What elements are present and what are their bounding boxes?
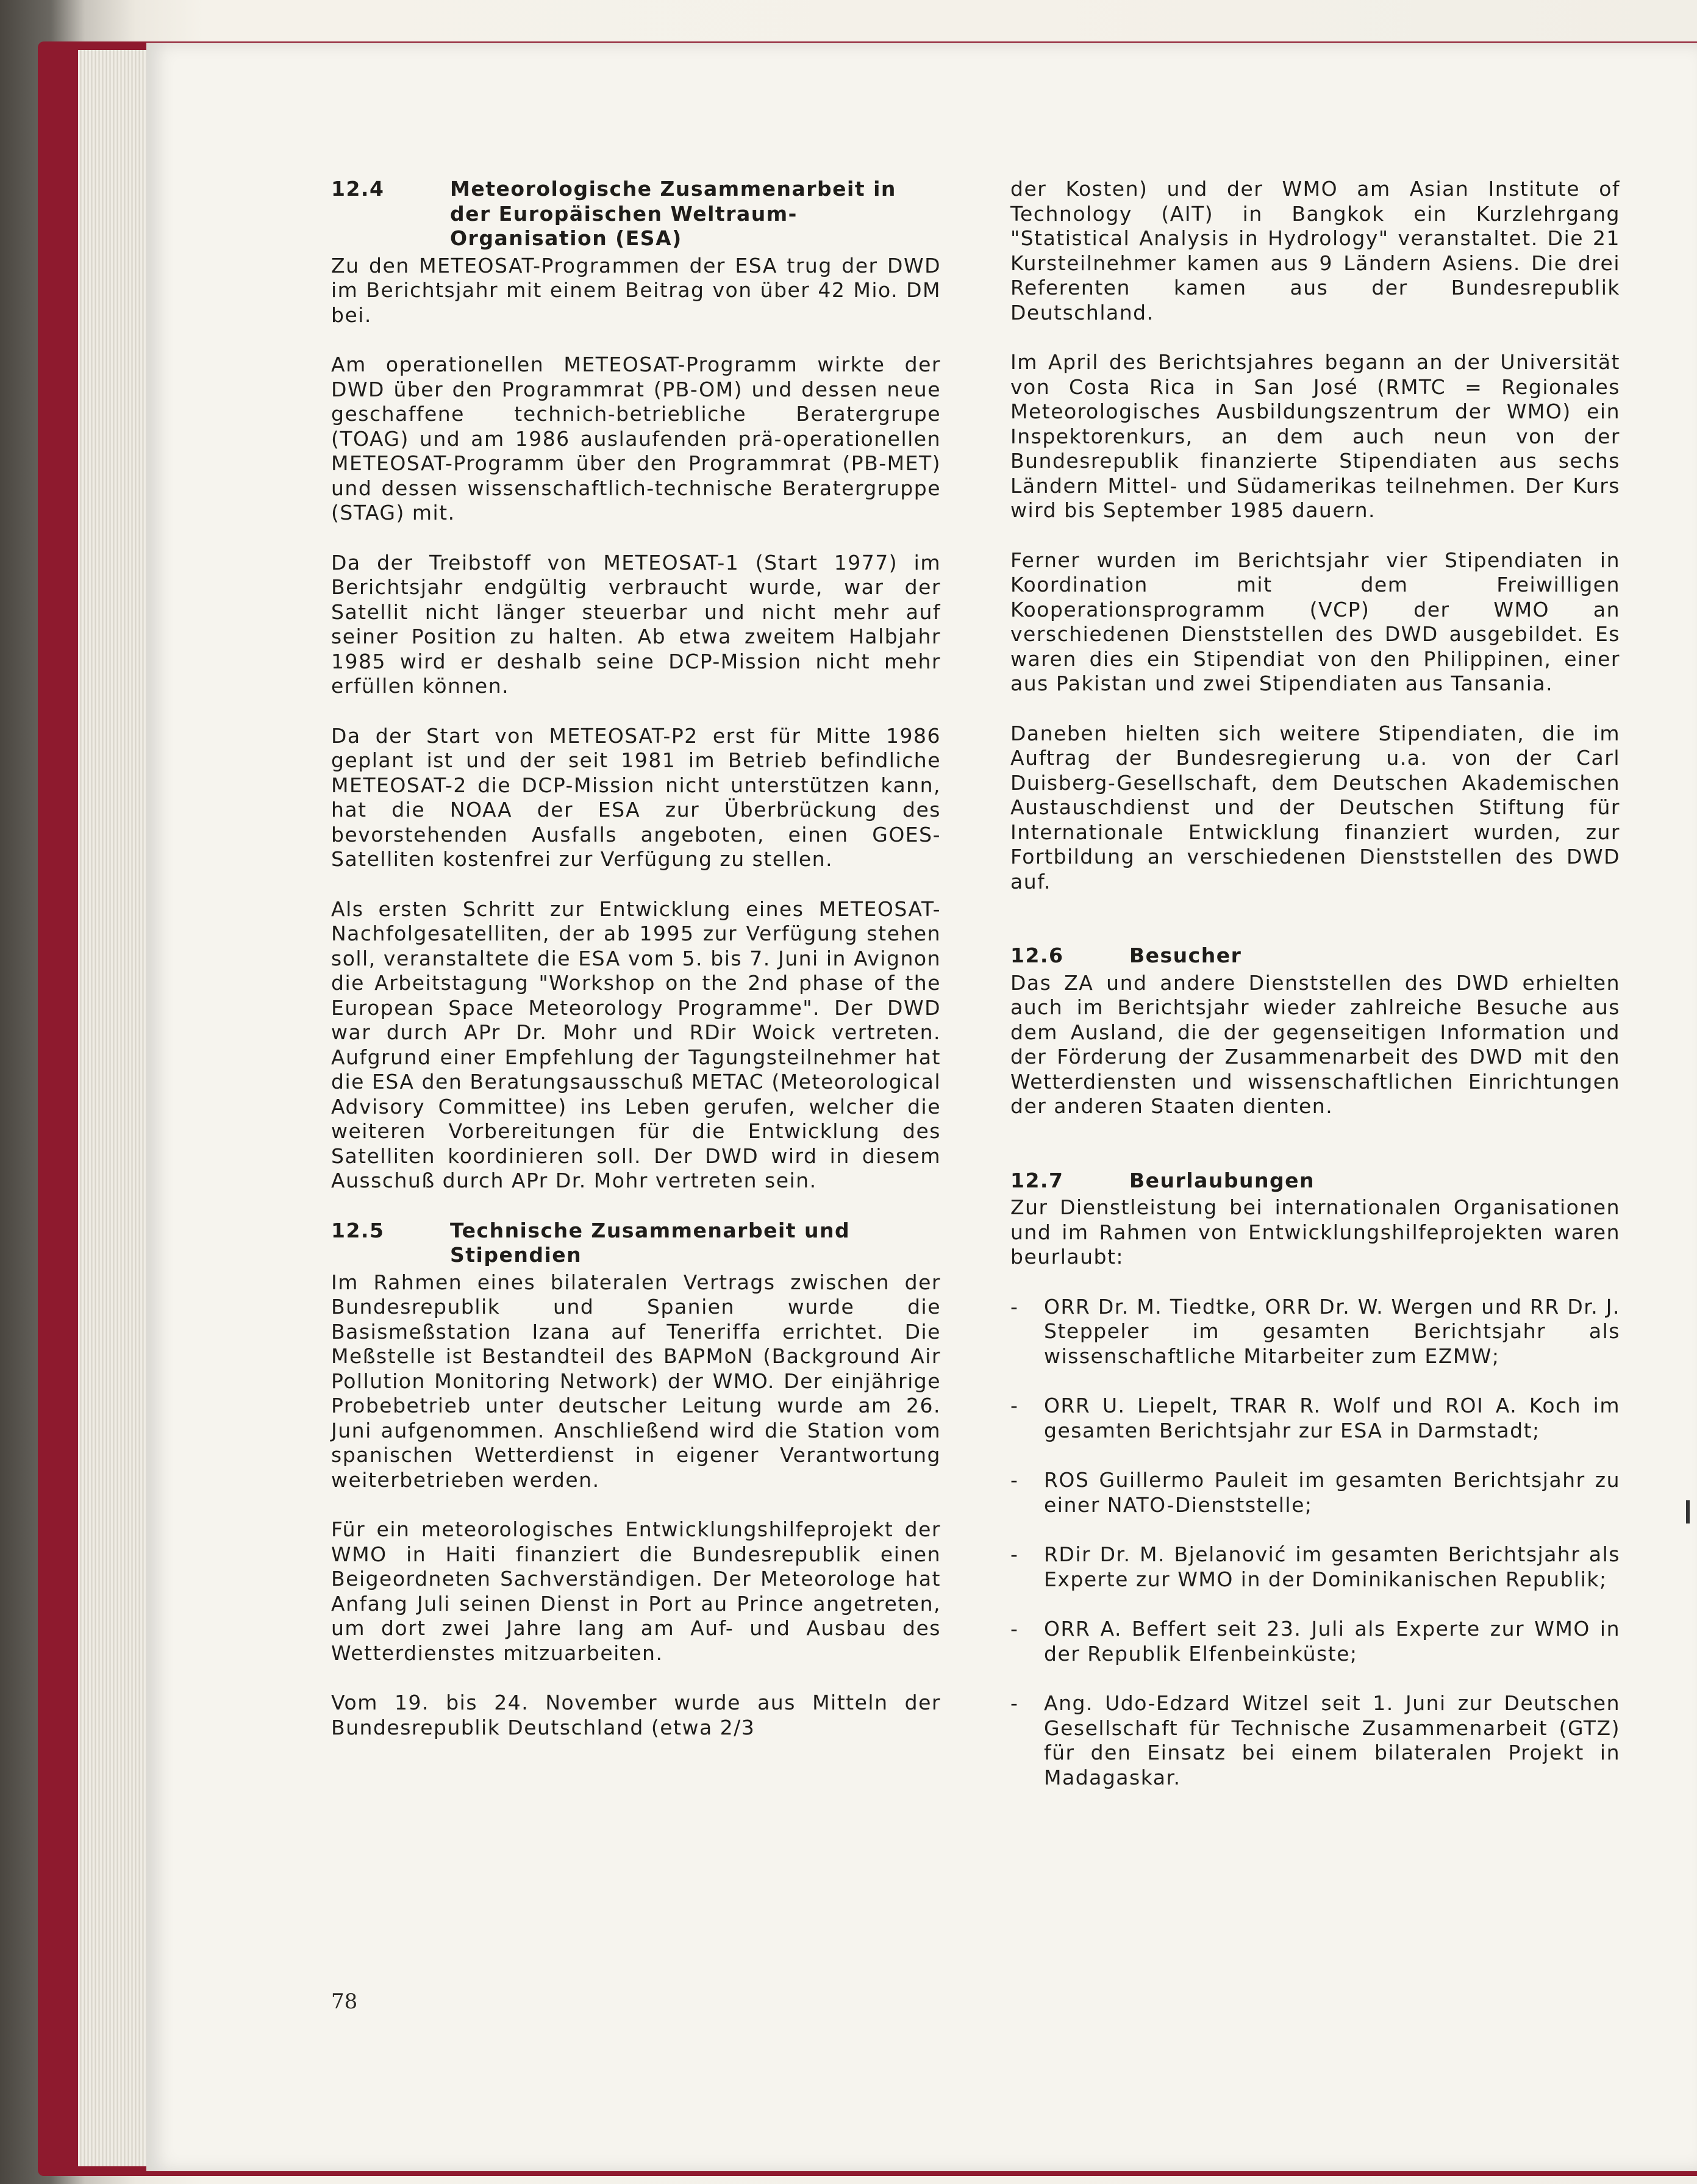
- section-title: Beurlaubungen: [1129, 1168, 1315, 1192]
- paragraph: Als ersten Schritt zur Entwicklung eines METEOSAT-Nachfolgesatelliten, der ab 1995 zur Verfügung stehen soll, veranstaltete die ESA vom 5. bis 7. Juni in Avignon die Arbeitstagung "Workshop on the 2nd phase of the European Space Meteorology Programme". Der DWD war durch APr Dr. Mohr und RDir Woick vertreten. Aufgrund einer Empfehlung der Tagungsteilnehmer hat die ESA den Beratungsausschuß METAC (Meteorological Advisory Committee) ins Leben gerufen, welcher die weiteren Vorbereitungen für die Entwicklung des Satelliten koordinieren soll. Der DWD wird in diesem Ausschuß durch APr Dr. Mohr vertreten sein.: [331, 897, 941, 1192]
- section-heading-12-4: [331, 177, 941, 251]
- list-dash: -: [1010, 1294, 1019, 1319]
- list-dash: -: [1010, 1394, 1019, 1417]
- list-dash: -: [1010, 1617, 1019, 1641]
- section-title: Meteorologische Zusammenarbeit in der Europäischen Weltraum-Organisation (ESA): [450, 177, 896, 250]
- section-number: 12.5: [331, 1218, 385, 1242]
- edge-mark: [1686, 1500, 1690, 1523]
- section-title: Technische Zusammenarbeit und Stipendien: [450, 1218, 851, 1267]
- paragraph: der Kosten) und der WMO am Asian Institute of Technology (AIT) in Bangkok ein Kurzlehrgang "Statistical Analysis in Hydrology" veranstaltet. Die 21 Kursteilnehmer kamen aus 9 Ländern Asiens. Die drei Referenten kamen aus der Bundesrepublik Deutschland.: [1010, 177, 1620, 324]
- list-item: [1010, 1295, 1620, 1369]
- paragraph: Zur Dienstleistung bei internationalen Organisationen und im Rahmen von Entwicklungshilfeprojekten waren beurlaubt:: [1010, 1195, 1620, 1269]
- section-title: Besucher: [1129, 943, 1242, 967]
- paragraph: Daneben hielten sich weitere Stipendiaten, die im Auftrag der Bundesregierung u.a. von der Carl Duisberg-Gesellschaft, dem Deutschen Akademischen Austauschdienst und der Deutschen Stiftung für Internationale Entwicklung finanziert wurden, zur Fortbildung an verschiedenen Dienststellen des DWD auf.: [1010, 721, 1620, 893]
- paragraph: Das ZA und andere Dienststellen des DWD erhielten auch im Berichtsjahr wieder zahlreiche Besuche aus dem Ausland, die der gegenseitigen Information und der Förderung der Zusammenarbeit des DWD mit den Wetterdiensten und wissenschaftlichen Einrichtungen der anderen Staaten dienten.: [1010, 970, 1620, 1118]
- list-dash: -: [1010, 1468, 1019, 1492]
- paragraph: Ferner wurden im Berichtsjahr vier Stipendiaten in Koordination mit dem Freiwilligen Kooperationsprogramm (VCP) der WMO an verschiedenen Dienststellen des DWD ausgebildet. Es waren dies ein Stipendiat von den Philippinen, einer aus Pakistan und zwei Stipendiaten aus Tansania.: [1010, 548, 1620, 695]
- spacer: [1010, 1144, 1620, 1169]
- paragraph: Für ein meteorologisches Entwicklungshilfeprojekt der WMO in Haiti finanziert die Bundesrepublik einen Beigeordneten Sachverständigen. Der Meteorologe hat Anfang Juli seinen Dienst in Port au Prince angetreten, um dort zwei Jahre lang am Auf- und Ausbau des Wetterdienstes mitzuarbeiten.: [331, 1517, 941, 1665]
- paragraph: Da der Start von METEOSAT-P2 erst für Mitte 1986 geplant ist und der seit 1981 im Betrieb befindliche METEOSAT-2 die DCP-Mission nicht unterstützen kann, hat die NOAA der ESA zur Überbrückung des bevorstehenden Ausfalls angeboten, einen GOES-Satelliten kostenfrei zur Verfügung zu stellen.: [331, 723, 941, 871]
- list-item-text: ROS Guillermo Pauleit im gesamten Berichtsjahr zu einer NATO-Dienststelle;: [1044, 1468, 1620, 1517]
- list-dash: -: [1010, 1691, 1019, 1715]
- spacer: [1010, 919, 1620, 943]
- list-item-text: RDir Dr. M. Bjelanović im gesamten Berichtsjahr als Experte zur WMO in der Dominikanischen Republik;: [1044, 1542, 1620, 1591]
- paragraph: Da der Treibstoff von METEOSAT-1 (Start 1977) im Berichtsjahr endgültig verbraucht wurde, war der Satellit nicht länger steuerbar und nicht mehr auf seiner Position zu halten. Ab etwa zweitem Halbjahr 1985 wird er deshalb seine DCP-Mission nicht mehr erfüllen können.: [331, 550, 941, 698]
- section-number: 12.6: [1010, 943, 1064, 967]
- list-item: [1010, 1542, 1620, 1592]
- page-edges: [78, 50, 151, 2166]
- paragraph: Vom 19. bis 24. November wurde aus Mitteln der Bundesrepublik Deutschland (etwa 2/3: [331, 1691, 941, 1739]
- page-number: 78: [331, 1989, 358, 2014]
- section-heading-12-7: [1010, 1169, 1620, 1194]
- section-heading-12-5: [331, 1219, 941, 1268]
- right-column: [1010, 177, 1620, 1815]
- list-item: [1010, 1394, 1620, 1443]
- list-item-text: ORR U. Liepelt, TRAR R. Wolf und ROI A. Koch im gesamten Berichtsjahr zur ESA in Darmstadt;: [1044, 1394, 1620, 1442]
- list-item-text: ORR Dr. M. Tiedtke, ORR Dr. W. Wergen und RR Dr. J. Steppeler im gesamten Berichtsjahr als wissenschaftliche Mitarbeiter zum EZMW;: [1044, 1294, 1620, 1368]
- paragraph: Im April des Berichtsjahres begann an der Universität von Costa Rica in San José (RMTC = Regionales Meteorologisches Ausbildungszentrum der WMO) ein Inspektorenkurs, an dem auch neun von der Bundesrepublik finanzierte Stipendiaten aus sechs Ländern Mittel- und Südamerikas teilnehmen. Der Kurs wird bis September 1985 dauern.: [1010, 350, 1620, 522]
- paragraph: Am operationellen METEOSAT-Programm wirkte der DWD über den Programmrat (PB-OM) und dessen neue geschaffene technich-betriebliche Beratergrupe (TOAG) und am 1986 auslaufenden prä-operationellen METEOSAT-Programm über den Programmrat (PB-MET) und dessen wissenschaftlich-technische Beratergruppe (STAG) mit.: [331, 353, 941, 525]
- list-item: [1010, 1468, 1620, 1517]
- paragraph: Im Rahmen eines bilateralen Vertrags zwischen der Bundesrepublik und Spanien wurde die Basismeßstation Izana auf Teneriffa errichtet. Die Meßstelle ist Bestandteil des BAPMoN (Background Air Pollution Monitoring Network) der WMO. Der einjährige Probebetrieb unter deutscher Leitung wurde am 26. Juni aufgenommen. Anschließend wird die Station vom spanischen Wetterdienst in eigener Verantwortung weiterbetrieben werden.: [331, 1270, 941, 1492]
- list-item: [1010, 1691, 1620, 1790]
- list-item: [1010, 1617, 1620, 1666]
- left-column: [331, 177, 941, 1765]
- section-number: 12.7: [1010, 1168, 1064, 1192]
- list-dash: -: [1010, 1542, 1019, 1566]
- section-heading-12-6: [1010, 943, 1620, 968]
- section-number: 12.4: [331, 177, 385, 201]
- paragraph: Zu den METEOSAT-Programmen der ESA trug der DWD im Berichtsjahr mit einem Beitrag von über 42 Mio. DM bei.: [331, 253, 941, 327]
- list-item-text: Ang. Udo-Edzard Witzel seit 1. Juni zur Deutschen Gesellschaft für Technische Zusammenarbeit (GTZ) für den Einsatz bei einem bilateralen Projekt in Madagaskar.: [1044, 1691, 1620, 1789]
- list-item-text: ORR A. Beffert seit 23. Juli als Experte zur WMO in der Republik Elfenbeinküste;: [1044, 1617, 1620, 1666]
